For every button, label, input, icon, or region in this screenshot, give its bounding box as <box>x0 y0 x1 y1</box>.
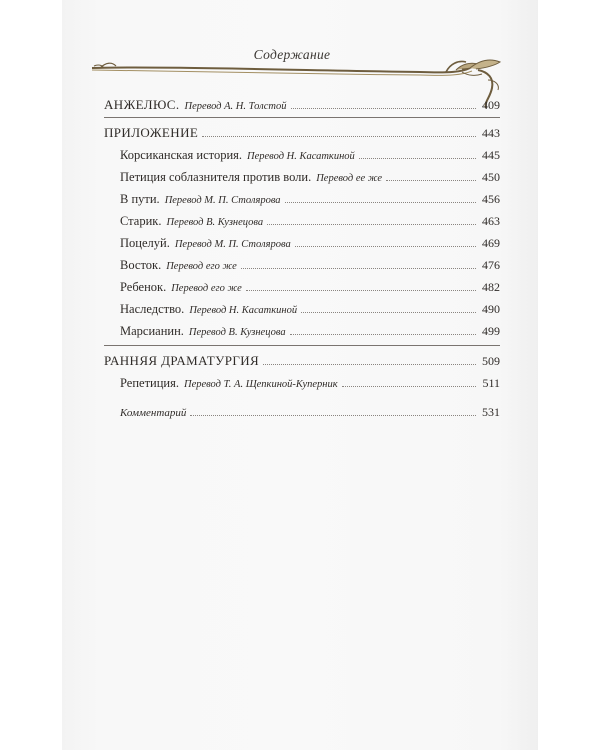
leader-dots <box>241 268 476 269</box>
entry-title: АНЖЕЛЮС. <box>104 97 180 112</box>
toc-entry[interactable] <box>120 301 500 319</box>
entry-translator: Перевод Т. А. Щепкиной-Куперник <box>183 379 338 390</box>
entry-title: РАННЯЯ ДРАМАТУРГИЯ <box>104 353 260 368</box>
entry-title: Наследство. <box>120 302 185 316</box>
entry-page-number: 499 <box>482 324 500 338</box>
leader-dots <box>267 224 476 225</box>
entry-title: В пути. <box>120 192 160 206</box>
entry-page-number: 511 <box>482 376 500 390</box>
entry-title: ПРИЛОЖЕНИЕ <box>104 125 199 140</box>
leader-dots <box>386 180 476 181</box>
toc-entry[interactable] <box>120 191 500 209</box>
toc-entry[interactable] <box>120 257 500 275</box>
entry-page-number: 482 <box>482 280 500 294</box>
entry-translator: Перевод ее же <box>316 173 383 184</box>
entry-translator: Перевод М. П. Столярова <box>174 239 291 250</box>
leader-dots <box>246 290 476 291</box>
section-divider <box>104 345 500 346</box>
entry-page-number: 409 <box>482 98 500 112</box>
entry-page-number: 509 <box>482 354 500 368</box>
entry-title: Восток. <box>120 258 162 272</box>
leader-dots <box>285 202 476 203</box>
leader-dots <box>359 158 476 159</box>
entry-page-number: 463 <box>482 214 500 228</box>
entry-page-number: 456 <box>482 192 500 206</box>
entry-translator: Перевод Н. Касаткиной <box>189 305 298 316</box>
toc-entry[interactable] <box>120 235 500 253</box>
entry-title: Поцелуй. <box>120 236 170 250</box>
entry-translator: Перевод Н. Касаткиной <box>247 151 355 162</box>
entry-page-number: 443 <box>482 126 500 140</box>
entry-title: Комментарий <box>120 407 187 419</box>
toc-entry-commentary[interactable] <box>120 404 500 421</box>
leader-dots <box>190 415 476 416</box>
entry-page-number: 531 <box>482 405 500 419</box>
leader-dots <box>291 108 476 109</box>
leader-dots <box>290 334 476 335</box>
toc-entry[interactable] <box>120 323 500 341</box>
toc-entry-angelus[interactable] <box>104 97 500 115</box>
toc-entry-appendix[interactable] <box>104 125 500 141</box>
entry-page-number: 450 <box>482 170 500 184</box>
entry-translator: Перевод В. Кузнецова <box>188 327 286 338</box>
entry-translator: Перевод В. Кузнецова <box>166 217 264 228</box>
entry-title: Ребенок. <box>120 280 167 294</box>
entry-translator: Перевод его же <box>171 283 242 294</box>
leader-dots <box>202 136 476 137</box>
leader-dots <box>301 312 476 313</box>
entry-title: Петиция соблазнителя против воли. <box>120 170 312 184</box>
leader-dots <box>342 386 477 387</box>
entry-title: Корсиканская история. <box>120 148 243 162</box>
toc-entry[interactable] <box>120 279 500 297</box>
toc-entry[interactable] <box>120 213 500 231</box>
leader-dots <box>295 246 476 247</box>
entry-title: Марсианин. <box>120 324 184 338</box>
entry-translator: Перевод его же <box>166 261 237 272</box>
toc-entry[interactable] <box>120 169 500 187</box>
entry-page-number: 445 <box>482 148 500 162</box>
entry-translator: Перевод М. П. Столярова <box>164 195 281 206</box>
page-title: Содержание <box>253 47 331 62</box>
toc-entry-early-drama[interactable] <box>104 353 500 369</box>
entry-page-number: 476 <box>482 258 500 272</box>
entry-page-number: 490 <box>482 302 500 316</box>
entry-title: Репетиция. <box>120 376 179 390</box>
leader-dots <box>263 364 476 365</box>
toc-entry[interactable] <box>120 375 500 393</box>
entry-translator: Перевод А. Н. Толстой <box>184 101 287 112</box>
section-divider <box>104 117 500 118</box>
entry-page-number: 469 <box>482 236 500 250</box>
toc-entry[interactable] <box>120 147 500 165</box>
entry-title: Старик. <box>120 214 162 228</box>
